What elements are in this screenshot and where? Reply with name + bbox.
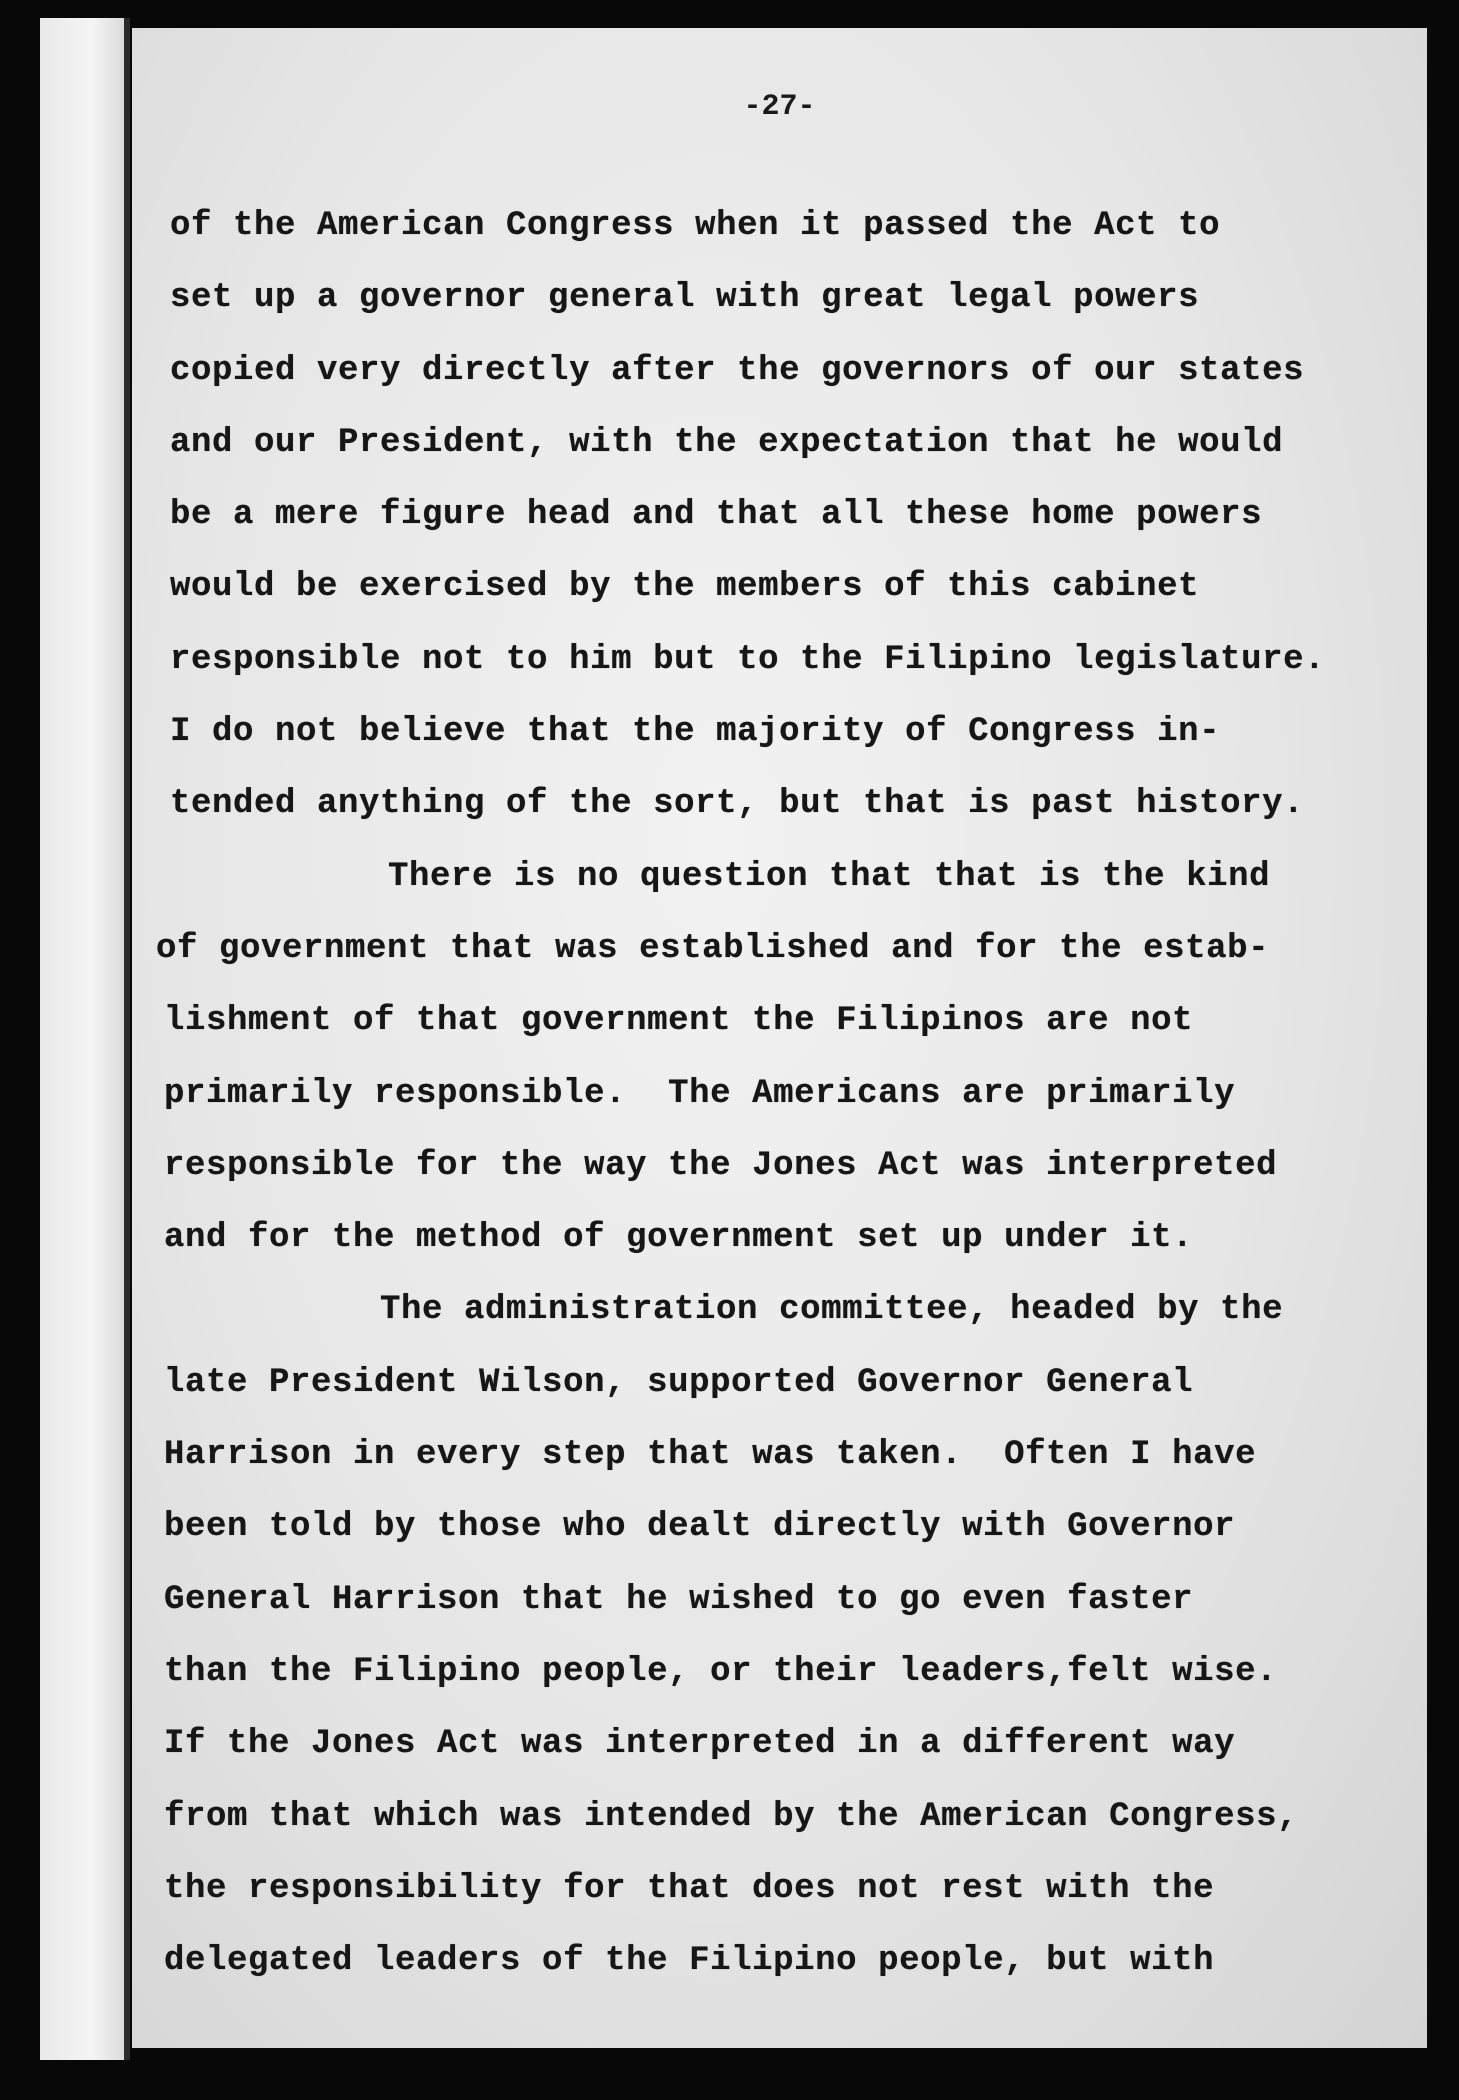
text-line: of government that was established and for the estab- [156, 929, 1270, 968]
left-page-edge [40, 18, 128, 2060]
text-line: from that which was intended by the American Congress, [164, 1797, 1299, 1836]
text-line: the responsibility for that does not rest with the [164, 1869, 1215, 1908]
binding-edge [124, 18, 130, 2060]
text-line: primarily responsible. The Americans are primarily [164, 1074, 1236, 1113]
text-line: copied very directly after the governors of our states [170, 351, 1305, 390]
typewritten-page [132, 28, 1427, 2048]
text-line: than the Filipino people, or their leaders,felt wise. [164, 1652, 1278, 1691]
text-line: set up a governor general with great legal powers [170, 279, 1200, 318]
text-line: General Harrison that he wished to go even faster [164, 1580, 1194, 1619]
text-line: late President Wilson, supported Governor General [164, 1363, 1194, 1402]
text-line: lishment of that government the Filipinos are not [164, 1002, 1194, 1041]
text-line: delegated leaders of the Filipino people, but with [164, 1942, 1215, 1981]
text-line: and our President, with the expectation that he would [170, 423, 1284, 462]
page-number: -27- [743, 90, 816, 124]
text-line: been told by those who dealt directly with Governor [164, 1508, 1236, 1547]
text-line: of the American Congress when it passed the Act to [170, 207, 1221, 245]
text-line: If the Jones Act was interpreted in a different way [164, 1725, 1236, 1764]
paragraph-start-line: There is no question that that is the kind [388, 857, 1271, 896]
text-line: would be exercised by the members of this cabinet [170, 568, 1200, 607]
text-line: responsible for the way the Jones Act was interpreted [164, 1146, 1278, 1185]
body-text [156, 206, 1400, 2013]
text-line: I do not believe that the majority of Congress in- [170, 713, 1221, 752]
text-line: Harrison in every step that was taken. Often I have [164, 1436, 1257, 1475]
paragraph-start-line: The administration committee, headed by the [380, 1291, 1284, 1330]
text-line: be a mere figure head and that all these home powers [170, 496, 1263, 535]
text-line: tended anything of the sort, but that is past history. [170, 785, 1305, 824]
text-line: responsible not to him but to the Filipino legislature. [170, 640, 1326, 679]
text-line: and for the method of government set up under it. [164, 1219, 1194, 1258]
